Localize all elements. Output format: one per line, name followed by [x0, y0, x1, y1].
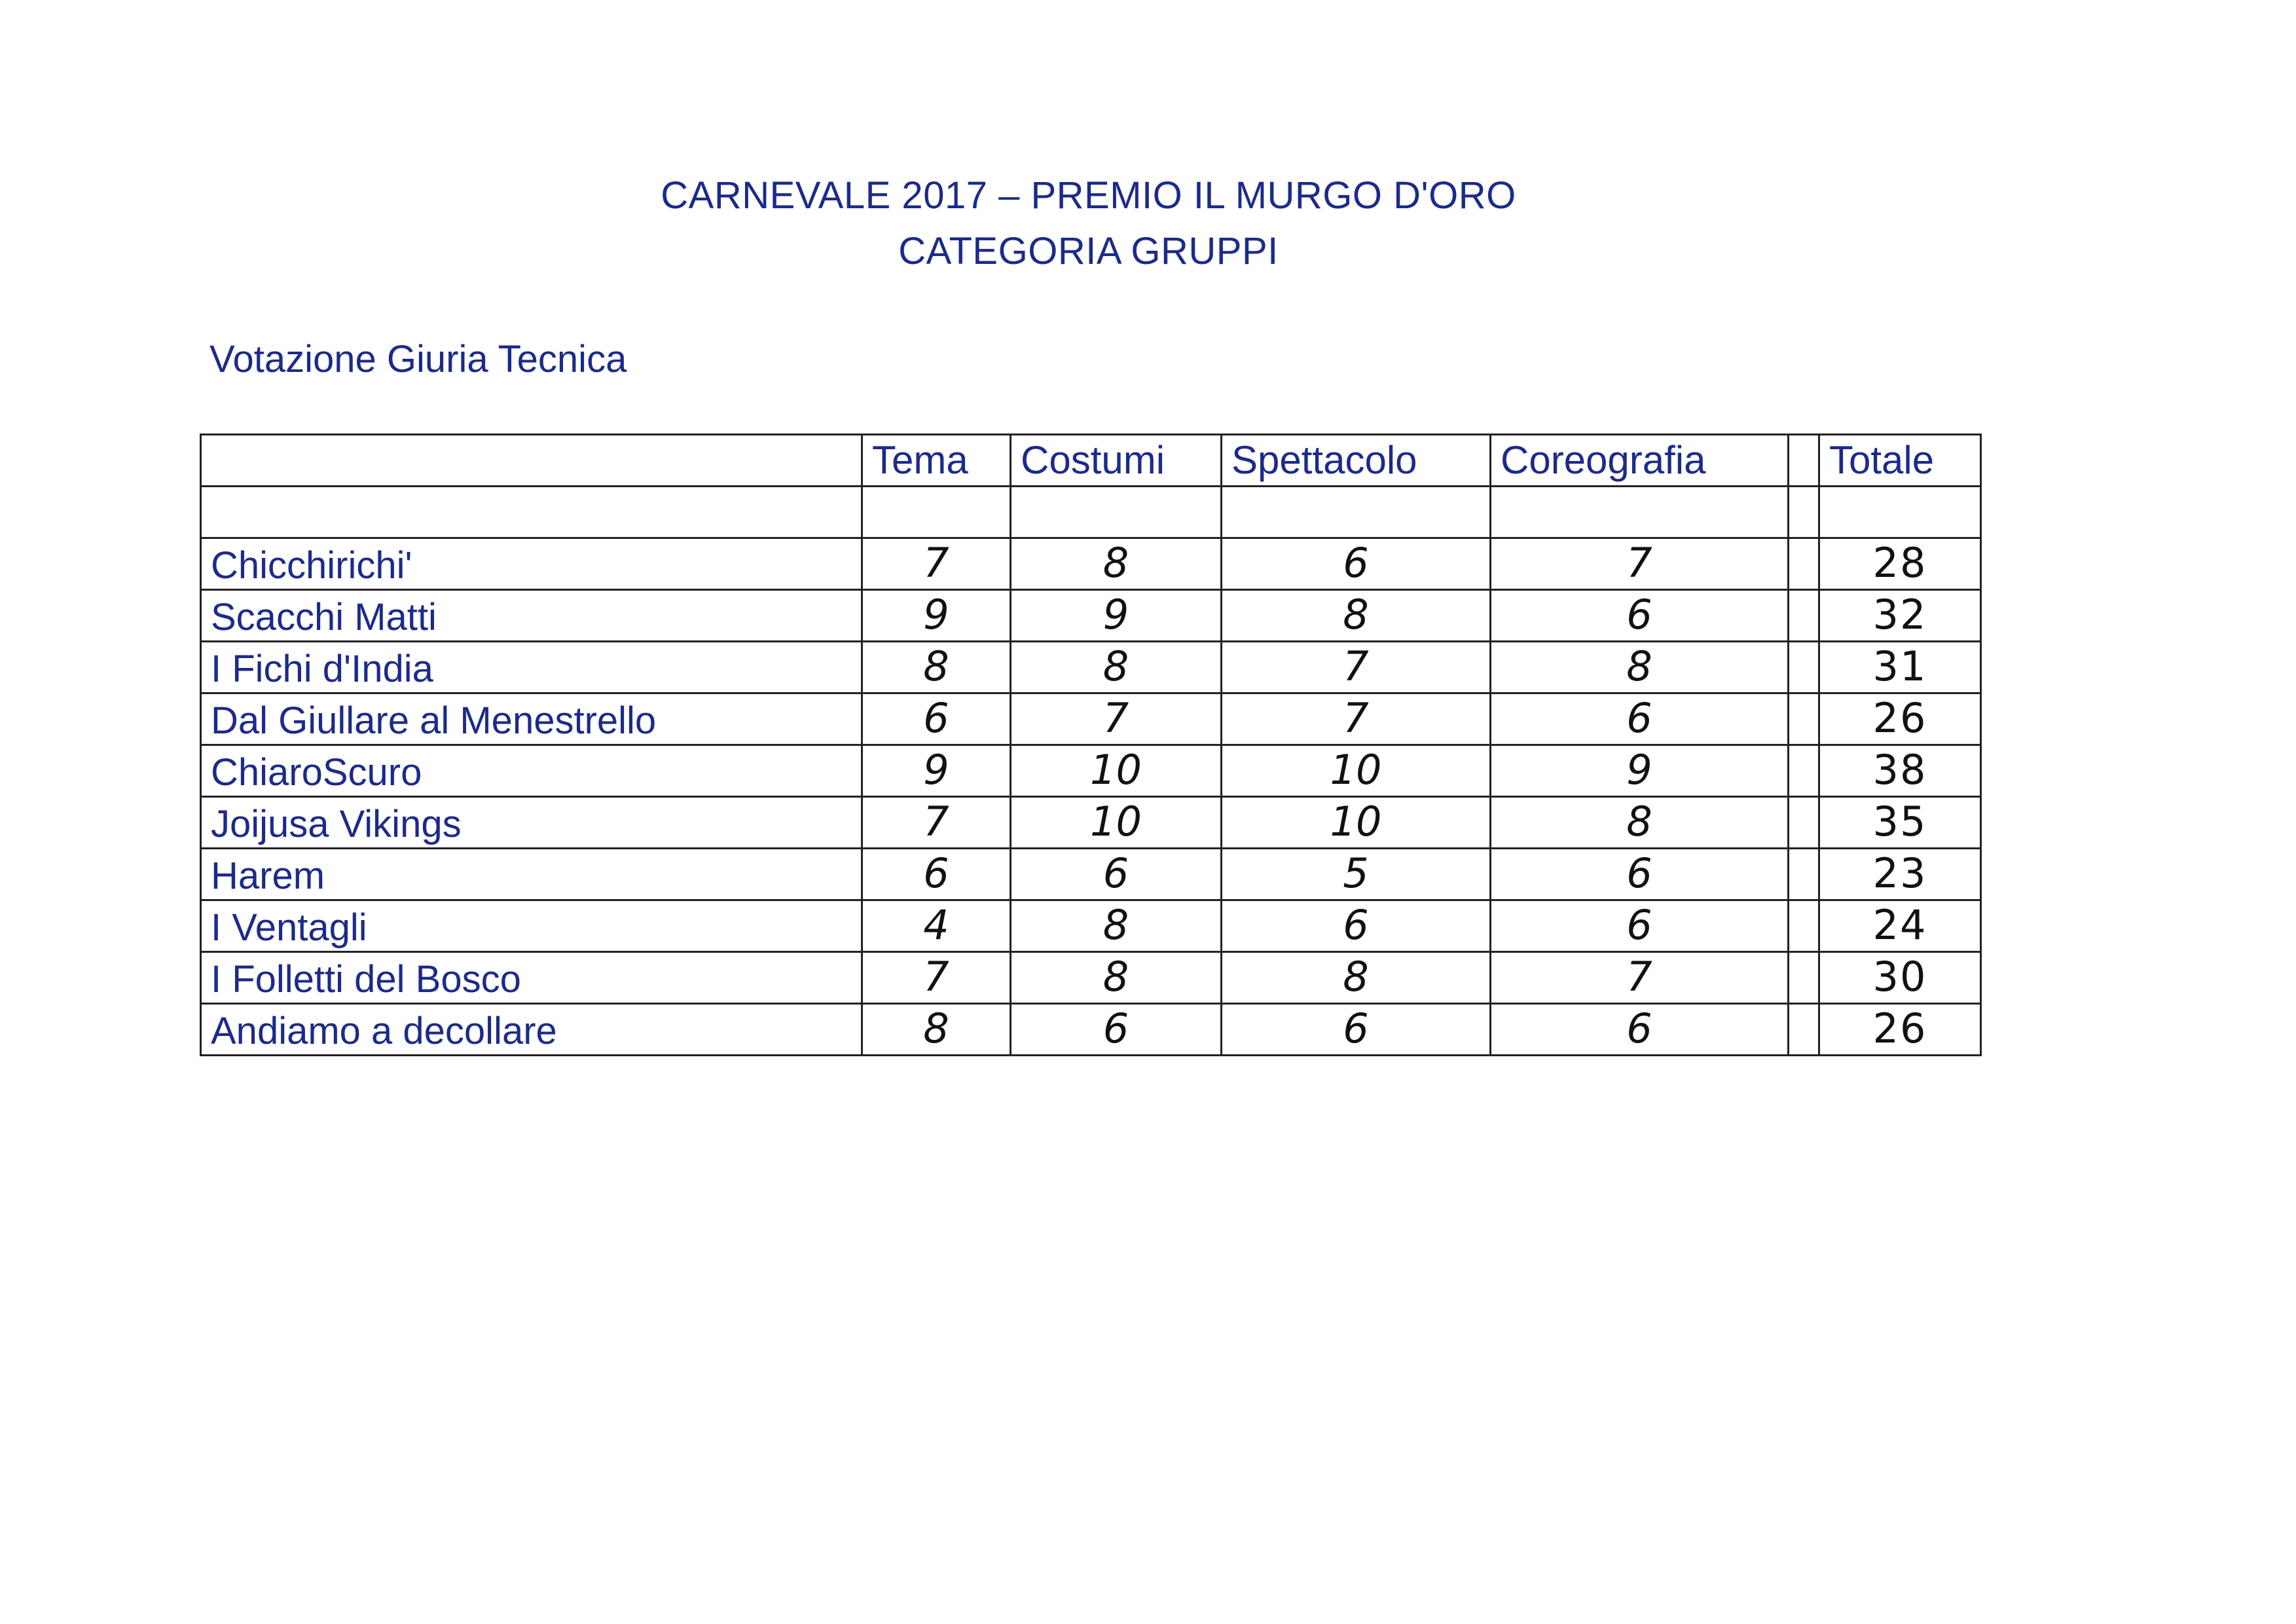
- score-spettacolo: 6: [1222, 538, 1491, 590]
- spacer-cell: [1011, 487, 1222, 538]
- header-tema: Tema: [862, 435, 1011, 487]
- score-coreografia: 8: [1491, 642, 1789, 693]
- score-totale: 26: [1819, 693, 1981, 745]
- score-spettacolo: 10: [1222, 745, 1491, 797]
- group-name: Scacchi Matti: [201, 590, 862, 642]
- score-tema: 7: [862, 797, 1011, 849]
- score-spettacolo: 8: [1222, 590, 1491, 642]
- gap-cell: [1789, 642, 1819, 693]
- score-coreografia: 8: [1491, 797, 1789, 849]
- score-totale: 28: [1819, 538, 1981, 590]
- spacer-cell: [1222, 487, 1491, 538]
- score-spettacolo: 6: [1222, 900, 1491, 952]
- table-row: [201, 1004, 1981, 1056]
- score-costumi: 8: [1011, 952, 1222, 1004]
- group-name: I Ventagli: [201, 900, 862, 952]
- header-totale: Totale: [1819, 435, 1981, 487]
- group-name: I Folletti del Bosco: [201, 952, 862, 1004]
- gap-cell: [1789, 849, 1819, 900]
- gap-cell: [1789, 693, 1819, 745]
- header-row: [201, 435, 1981, 487]
- table-row: [201, 590, 1981, 642]
- header-coreografia: Coreografia: [1491, 435, 1789, 487]
- score-totale: 24: [1819, 900, 1981, 952]
- table-row: [201, 797, 1981, 849]
- score-coreografia: 7: [1491, 952, 1789, 1004]
- score-totale: 23: [1819, 849, 1981, 900]
- score-spettacolo: 7: [1222, 693, 1491, 745]
- table-row: [201, 900, 1981, 952]
- score-coreografia: 6: [1491, 1004, 1789, 1056]
- gap-cell: [1789, 900, 1819, 952]
- table-row: [201, 693, 1981, 745]
- score-costumi: 10: [1011, 797, 1222, 849]
- score-coreografia: 6: [1491, 900, 1789, 952]
- page-title-line-1: CARNEVALE 2017 – PREMIO IL MURGO D'ORO: [661, 174, 1516, 217]
- score-tema: 9: [862, 590, 1011, 642]
- score-totale: 35: [1819, 797, 1981, 849]
- score-costumi: 8: [1011, 900, 1222, 952]
- score-totale: 30: [1819, 952, 1981, 1004]
- score-tema: 4: [862, 900, 1011, 952]
- score-totale: 38: [1819, 745, 1981, 797]
- spacer-cell: [1491, 487, 1789, 538]
- table-row: [201, 849, 1981, 900]
- spacer-row: [201, 487, 1981, 538]
- gap-cell: [1789, 797, 1819, 849]
- gap-cell: [1789, 952, 1819, 1004]
- score-spettacolo: 10: [1222, 797, 1491, 849]
- page-title-line-2: CATEGORIA GRUPPI: [898, 230, 1279, 272]
- header-costumi: Costumi: [1011, 435, 1222, 487]
- gap-cell: [1789, 1004, 1819, 1056]
- score-costumi: 7: [1011, 693, 1222, 745]
- score-costumi: 8: [1011, 538, 1222, 590]
- group-name: Harem: [201, 849, 862, 900]
- score-costumi: 6: [1011, 1004, 1222, 1056]
- spacer-cell: [201, 487, 862, 538]
- gap-cell: [1789, 538, 1819, 590]
- header-spettacolo: Spettacolo: [1222, 435, 1491, 487]
- score-costumi: 6: [1011, 849, 1222, 900]
- table-row: [201, 538, 1981, 590]
- gap-cell: [1789, 590, 1819, 642]
- score-costumi: 8: [1011, 642, 1222, 693]
- score-totale: 32: [1819, 590, 1981, 642]
- score-spettacolo: 6: [1222, 1004, 1491, 1056]
- score-tema: 7: [862, 952, 1011, 1004]
- score-coreografia: 7: [1491, 538, 1789, 590]
- spacer-cell: [1789, 487, 1819, 538]
- spacer-cell: [1819, 487, 1981, 538]
- table-row: [201, 952, 1981, 1004]
- gap-cell: [1789, 745, 1819, 797]
- score-spettacolo: 5: [1222, 849, 1491, 900]
- score-tema: 6: [862, 693, 1011, 745]
- score-spettacolo: 8: [1222, 952, 1491, 1004]
- score-totale: 26: [1819, 1004, 1981, 1056]
- scores-table: [200, 434, 1982, 1056]
- score-tema: 7: [862, 538, 1011, 590]
- group-name: Andiamo a decollare: [201, 1004, 862, 1056]
- table-row: [201, 642, 1981, 693]
- score-coreografia: 6: [1491, 590, 1789, 642]
- score-spettacolo: 7: [1222, 642, 1491, 693]
- score-totale: 31: [1819, 642, 1981, 693]
- jury-subtitle: Votazione Giuria Tecnica: [210, 338, 627, 380]
- header-cell-gap: [1789, 435, 1819, 487]
- table-row: [201, 745, 1981, 797]
- score-costumi: 9: [1011, 590, 1222, 642]
- score-coreografia: 9: [1491, 745, 1789, 797]
- score-costumi: 10: [1011, 745, 1222, 797]
- group-name: Joijusa Vikings: [201, 797, 862, 849]
- group-name: ChiaroScuro: [201, 745, 862, 797]
- group-name: Chicchirichi': [201, 538, 862, 590]
- score-tema: 9: [862, 745, 1011, 797]
- score-tema: 8: [862, 642, 1011, 693]
- score-coreografia: 6: [1491, 849, 1789, 900]
- header-cell-empty: [201, 435, 862, 487]
- group-name: I Fichi d'India: [201, 642, 862, 693]
- spacer-cell: [862, 487, 1011, 538]
- score-coreografia: 6: [1491, 693, 1789, 745]
- score-tema: 6: [862, 849, 1011, 900]
- group-name: Dal Giullare al Menestrello: [201, 693, 862, 745]
- score-tema: 8: [862, 1004, 1011, 1056]
